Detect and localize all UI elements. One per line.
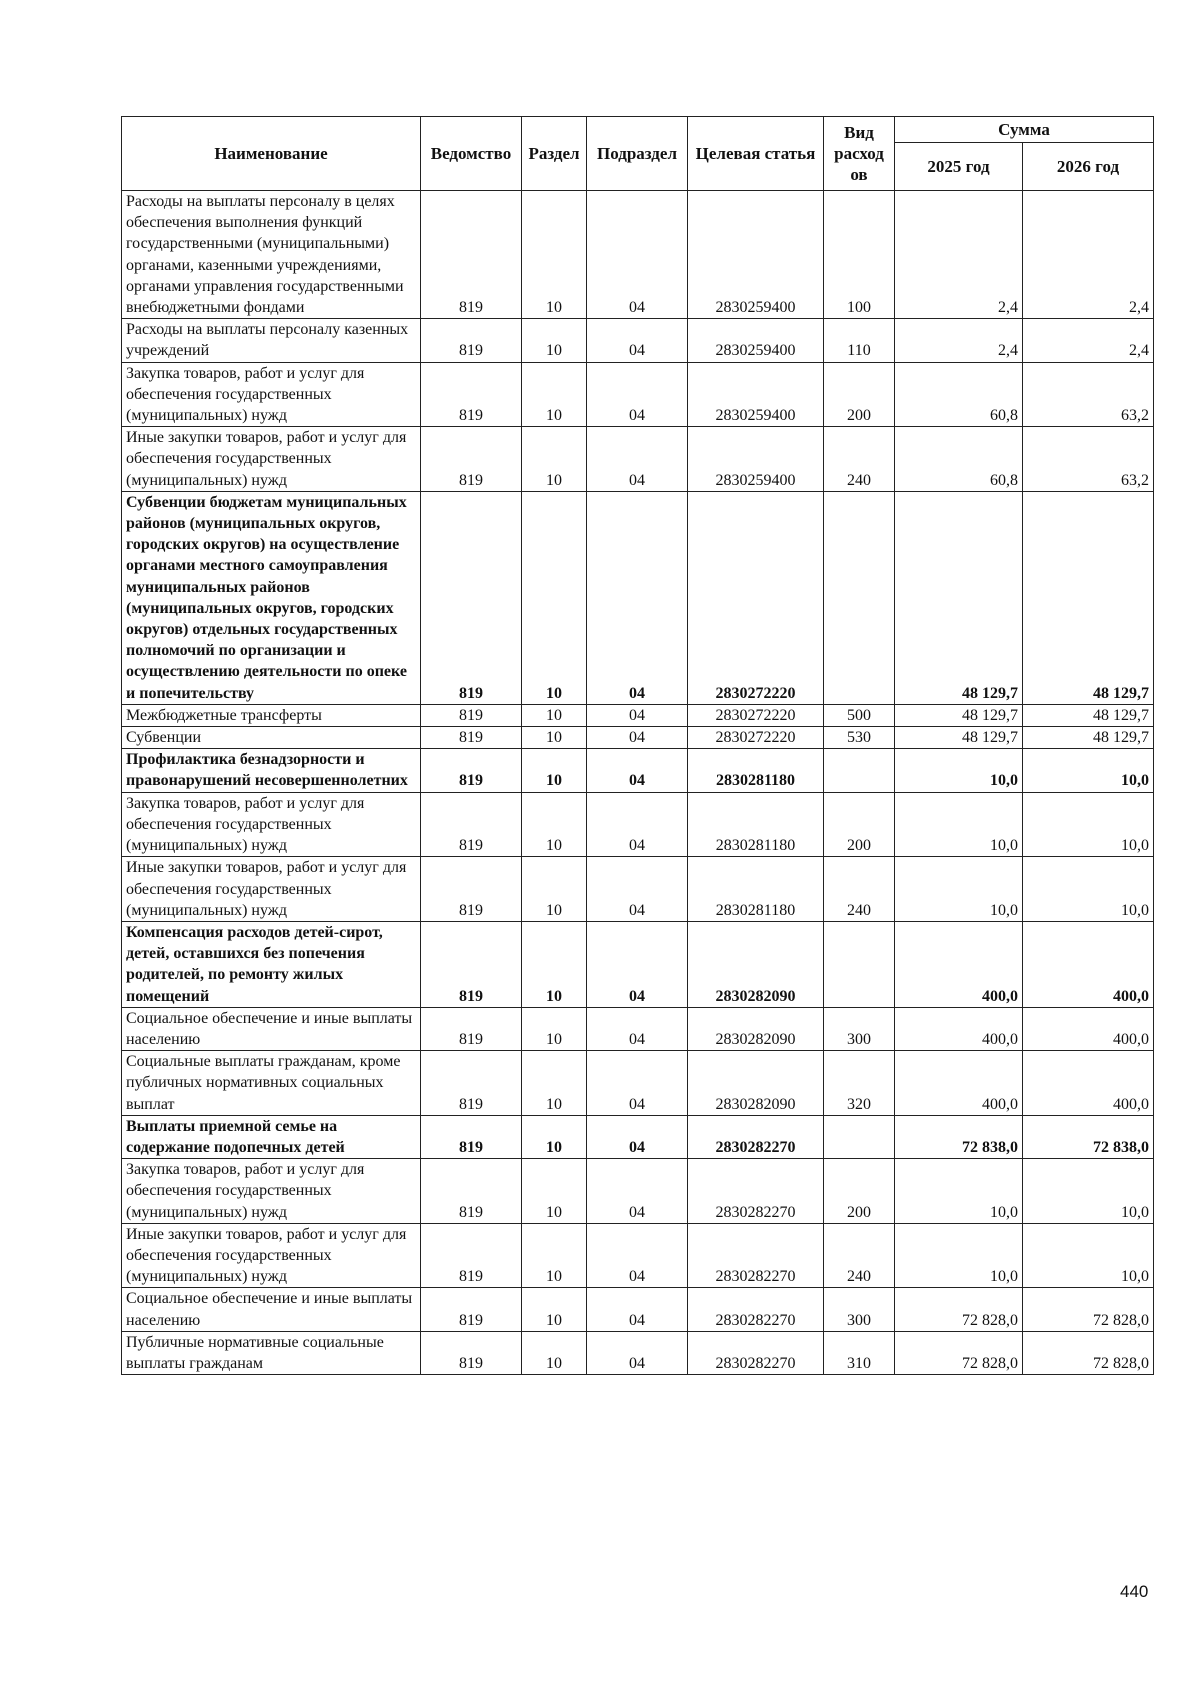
row-tselevaya-statya: 2830282270 xyxy=(688,1159,824,1224)
row-sum-2026: 48 129,7 xyxy=(1023,704,1154,726)
table-row xyxy=(122,491,1154,704)
row-vedomstvo: 819 xyxy=(421,749,522,792)
row-vedomstvo: 819 xyxy=(421,1288,522,1331)
row-vedomstvo: 819 xyxy=(421,319,522,362)
row-name: Закупка товаров, работ и услуг для обеспечения государственных (муниципальных) нужд xyxy=(122,1159,421,1224)
row-sum-2026: 400,0 xyxy=(1023,921,1154,1007)
row-razdel: 10 xyxy=(522,1331,587,1374)
header-podrazdel: Подраздел xyxy=(587,117,688,191)
row-vid-raskhodov: 200 xyxy=(824,362,895,427)
row-vedomstvo: 819 xyxy=(421,857,522,922)
row-razdel: 10 xyxy=(522,362,587,427)
row-vid-raskhodov: 110 xyxy=(824,319,895,362)
row-name: Публичные нормативные социальные выплаты гражданам xyxy=(122,1331,421,1374)
row-vedomstvo: 819 xyxy=(421,727,522,749)
row-vid-raskhodov: 200 xyxy=(824,792,895,857)
row-tselevaya-statya: 2830272220 xyxy=(688,727,824,749)
row-vid-raskhodov: 300 xyxy=(824,1288,895,1331)
row-sum-2025: 400,0 xyxy=(895,1007,1023,1050)
row-sum-2025: 10,0 xyxy=(895,1159,1023,1224)
row-vid-raskhodov: 300 xyxy=(824,1007,895,1050)
row-tselevaya-statya: 2830281180 xyxy=(688,792,824,857)
row-sum-2025: 10,0 xyxy=(895,792,1023,857)
row-razdel: 10 xyxy=(522,1051,587,1116)
row-sum-2025: 400,0 xyxy=(895,1051,1023,1116)
row-vid-raskhodov: 530 xyxy=(824,727,895,749)
row-sum-2026: 400,0 xyxy=(1023,1007,1154,1050)
row-name: Межбюджетные трансферты xyxy=(122,704,421,726)
row-vedomstvo: 819 xyxy=(421,792,522,857)
row-sum-2026: 10,0 xyxy=(1023,857,1154,922)
row-vid-raskhodov: 240 xyxy=(824,857,895,922)
table-row xyxy=(122,749,1154,792)
row-podrazdel: 04 xyxy=(587,1115,688,1158)
row-vedomstvo: 819 xyxy=(421,427,522,492)
row-name: Социальное обеспечение и иные выплаты населению xyxy=(122,1007,421,1050)
row-vid-raskhodov xyxy=(824,921,895,1007)
header-vid-raskhodov: Вид расход ов xyxy=(824,117,895,191)
row-podrazdel: 04 xyxy=(587,427,688,492)
row-tselevaya-statya: 2830272220 xyxy=(688,491,824,704)
row-vid-raskhodov xyxy=(824,491,895,704)
row-vid-raskhodov: 240 xyxy=(824,427,895,492)
table-row xyxy=(122,704,1154,726)
row-podrazdel: 04 xyxy=(587,1051,688,1116)
row-sum-2026: 2,4 xyxy=(1023,191,1154,319)
row-vid-raskhodov xyxy=(824,1115,895,1158)
row-vedomstvo: 819 xyxy=(421,1331,522,1374)
row-sum-2025: 10,0 xyxy=(895,857,1023,922)
row-sum-2026: 63,2 xyxy=(1023,362,1154,427)
row-sum-2026: 72 838,0 xyxy=(1023,1115,1154,1158)
row-podrazdel: 04 xyxy=(587,491,688,704)
row-tselevaya-statya: 2830259400 xyxy=(688,319,824,362)
table-row xyxy=(122,427,1154,492)
row-razdel: 10 xyxy=(522,727,587,749)
row-podrazdel: 04 xyxy=(587,191,688,319)
row-sum-2026: 63,2 xyxy=(1023,427,1154,492)
row-tselevaya-statya: 2830272220 xyxy=(688,704,824,726)
row-name: Расходы на выплаты персоналу в целях обеспечения выполнения функций государственными (муниципальными) органами, казенными учреждениями, органами управления государственными внебюджетными фондами xyxy=(122,191,421,319)
row-vid-raskhodov xyxy=(824,749,895,792)
header-tselevaya-statya: Целевая статья xyxy=(688,117,824,191)
row-name: Закупка товаров, работ и услуг для обеспечения государственных (муниципальных) нужд xyxy=(122,362,421,427)
row-tselevaya-statya: 2830259400 xyxy=(688,191,824,319)
row-podrazdel: 04 xyxy=(587,704,688,726)
row-name: Выплаты приемной семье на содержание подопечных детей xyxy=(122,1115,421,1158)
row-sum-2025: 48 129,7 xyxy=(895,491,1023,704)
row-sum-2025: 72 828,0 xyxy=(895,1331,1023,1374)
row-tselevaya-statya: 2830282270 xyxy=(688,1331,824,1374)
row-sum-2025: 60,8 xyxy=(895,362,1023,427)
table-row xyxy=(122,1051,1154,1116)
row-name: Профилактика безнадзорности и правонарушений несовершеннолетних xyxy=(122,749,421,792)
row-razdel: 10 xyxy=(522,704,587,726)
table-row xyxy=(122,727,1154,749)
row-name: Иные закупки товаров, работ и услуг для обеспечения государственных (муниципальных) нужд xyxy=(122,857,421,922)
table-row xyxy=(122,319,1154,362)
row-sum-2025: 2,4 xyxy=(895,191,1023,319)
table-row xyxy=(122,362,1154,427)
row-name: Субвенции бюджетам муниципальных районов (муниципальных округов, городских округов) на осуществление органами местного самоуправления муниципальных районов (муниципальных округов, городских округов) отдельных государственных полномочий по организации и осуществлению деятельности по опеке и попечительству xyxy=(122,491,421,704)
row-sum-2025: 72 828,0 xyxy=(895,1288,1023,1331)
row-vid-raskhodov: 310 xyxy=(824,1331,895,1374)
row-vedomstvo: 819 xyxy=(421,921,522,1007)
row-podrazdel: 04 xyxy=(587,921,688,1007)
row-podrazdel: 04 xyxy=(587,1159,688,1224)
row-sum-2026: 72 828,0 xyxy=(1023,1331,1154,1374)
table-row xyxy=(122,792,1154,857)
row-sum-2025: 48 129,7 xyxy=(895,727,1023,749)
row-name: Иные закупки товаров, работ и услуг для обеспечения государственных (муниципальных) нужд xyxy=(122,1223,421,1288)
row-vid-raskhodov: 320 xyxy=(824,1051,895,1116)
row-tselevaya-statya: 2830259400 xyxy=(688,362,824,427)
table-row xyxy=(122,1331,1154,1374)
row-razdel: 10 xyxy=(522,191,587,319)
row-tselevaya-statya: 2830282090 xyxy=(688,921,824,1007)
row-podrazdel: 04 xyxy=(587,749,688,792)
row-tselevaya-statya: 2830282090 xyxy=(688,1051,824,1116)
row-razdel: 10 xyxy=(522,749,587,792)
row-tselevaya-statya: 2830282270 xyxy=(688,1115,824,1158)
row-vedomstvo: 819 xyxy=(421,1159,522,1224)
row-razdel: 10 xyxy=(522,1159,587,1224)
header-2025: 2025 год xyxy=(895,143,1023,191)
header-summa: Сумма xyxy=(895,117,1154,143)
row-razdel: 10 xyxy=(522,921,587,1007)
row-podrazdel: 04 xyxy=(587,1331,688,1374)
row-vedomstvo: 819 xyxy=(421,1115,522,1158)
page-number: 440 xyxy=(1120,1582,1149,1601)
row-name: Расходы на выплаты персоналу казенных учреждений xyxy=(122,319,421,362)
row-tselevaya-statya: 2830281180 xyxy=(688,857,824,922)
row-name: Закупка товаров, работ и услуг для обеспечения государственных (муниципальных) нужд xyxy=(122,792,421,857)
row-sum-2026: 48 129,7 xyxy=(1023,727,1154,749)
row-sum-2026: 400,0 xyxy=(1023,1051,1154,1116)
row-tselevaya-statya: 2830282270 xyxy=(688,1288,824,1331)
row-vedomstvo: 819 xyxy=(421,491,522,704)
row-vid-raskhodov: 100 xyxy=(824,191,895,319)
row-razdel: 10 xyxy=(522,1007,587,1050)
row-vedomstvo: 819 xyxy=(421,1007,522,1050)
budget-table xyxy=(121,116,1154,1375)
row-razdel: 10 xyxy=(522,319,587,362)
row-razdel: 10 xyxy=(522,427,587,492)
row-razdel: 10 xyxy=(522,1223,587,1288)
row-podrazdel: 04 xyxy=(587,1007,688,1050)
row-sum-2025: 60,8 xyxy=(895,427,1023,492)
row-razdel: 10 xyxy=(522,1288,587,1331)
header-razdel: Раздел xyxy=(522,117,587,191)
table-row xyxy=(122,921,1154,1007)
row-sum-2025: 400,0 xyxy=(895,921,1023,1007)
row-sum-2025: 48 129,7 xyxy=(895,704,1023,726)
row-vedomstvo: 819 xyxy=(421,362,522,427)
row-name: Компенсация расходов детей-сирот, детей, оставшихся без попечения родителей, по ремонту жилых помещений xyxy=(122,921,421,1007)
row-podrazdel: 04 xyxy=(587,1223,688,1288)
row-sum-2026: 10,0 xyxy=(1023,792,1154,857)
row-name: Субвенции xyxy=(122,727,421,749)
header-name: Наименование xyxy=(122,117,421,191)
row-vid-raskhodov: 200 xyxy=(824,1159,895,1224)
row-sum-2025: 10,0 xyxy=(895,749,1023,792)
row-sum-2026: 2,4 xyxy=(1023,319,1154,362)
table-row xyxy=(122,1223,1154,1288)
row-sum-2025: 10,0 xyxy=(895,1223,1023,1288)
table-row xyxy=(122,1115,1154,1158)
row-vid-raskhodov: 500 xyxy=(824,704,895,726)
row-razdel: 10 xyxy=(522,491,587,704)
table-row xyxy=(122,1288,1154,1331)
row-vedomstvo: 819 xyxy=(421,1051,522,1116)
row-vid-raskhodov: 240 xyxy=(824,1223,895,1288)
row-vedomstvo: 819 xyxy=(421,1223,522,1288)
row-razdel: 10 xyxy=(522,1115,587,1158)
table-row xyxy=(122,1159,1154,1224)
row-sum-2025: 72 838,0 xyxy=(895,1115,1023,1158)
row-name: Социальные выплаты гражданам, кроме публичных нормативных социальных выплат xyxy=(122,1051,421,1116)
row-razdel: 10 xyxy=(522,792,587,857)
header-2026: 2026 год xyxy=(1023,143,1154,191)
row-name: Иные закупки товаров, работ и услуг для обеспечения государственных (муниципальных) нужд xyxy=(122,427,421,492)
row-tselevaya-statya: 2830281180 xyxy=(688,749,824,792)
row-tselevaya-statya: 2830259400 xyxy=(688,427,824,492)
row-sum-2026: 10,0 xyxy=(1023,1223,1154,1288)
row-podrazdel: 04 xyxy=(587,319,688,362)
row-podrazdel: 04 xyxy=(587,727,688,749)
row-podrazdel: 04 xyxy=(587,362,688,427)
row-podrazdel: 04 xyxy=(587,1288,688,1331)
table-row xyxy=(122,191,1154,319)
row-sum-2026: 72 828,0 xyxy=(1023,1288,1154,1331)
row-name: Социальное обеспечение и иные выплаты населению xyxy=(122,1288,421,1331)
table-row xyxy=(122,857,1154,922)
header-vedomstvo: Ведомство xyxy=(421,117,522,191)
row-podrazdel: 04 xyxy=(587,857,688,922)
row-tselevaya-statya: 2830282090 xyxy=(688,1007,824,1050)
row-vedomstvo: 819 xyxy=(421,704,522,726)
row-sum-2026: 10,0 xyxy=(1023,749,1154,792)
row-sum-2026: 48 129,7 xyxy=(1023,491,1154,704)
row-razdel: 10 xyxy=(522,857,587,922)
row-tselevaya-statya: 2830282270 xyxy=(688,1223,824,1288)
row-sum-2026: 10,0 xyxy=(1023,1159,1154,1224)
table-row xyxy=(122,1007,1154,1050)
row-vedomstvo: 819 xyxy=(421,191,522,319)
row-sum-2025: 2,4 xyxy=(895,319,1023,362)
row-podrazdel: 04 xyxy=(587,792,688,857)
